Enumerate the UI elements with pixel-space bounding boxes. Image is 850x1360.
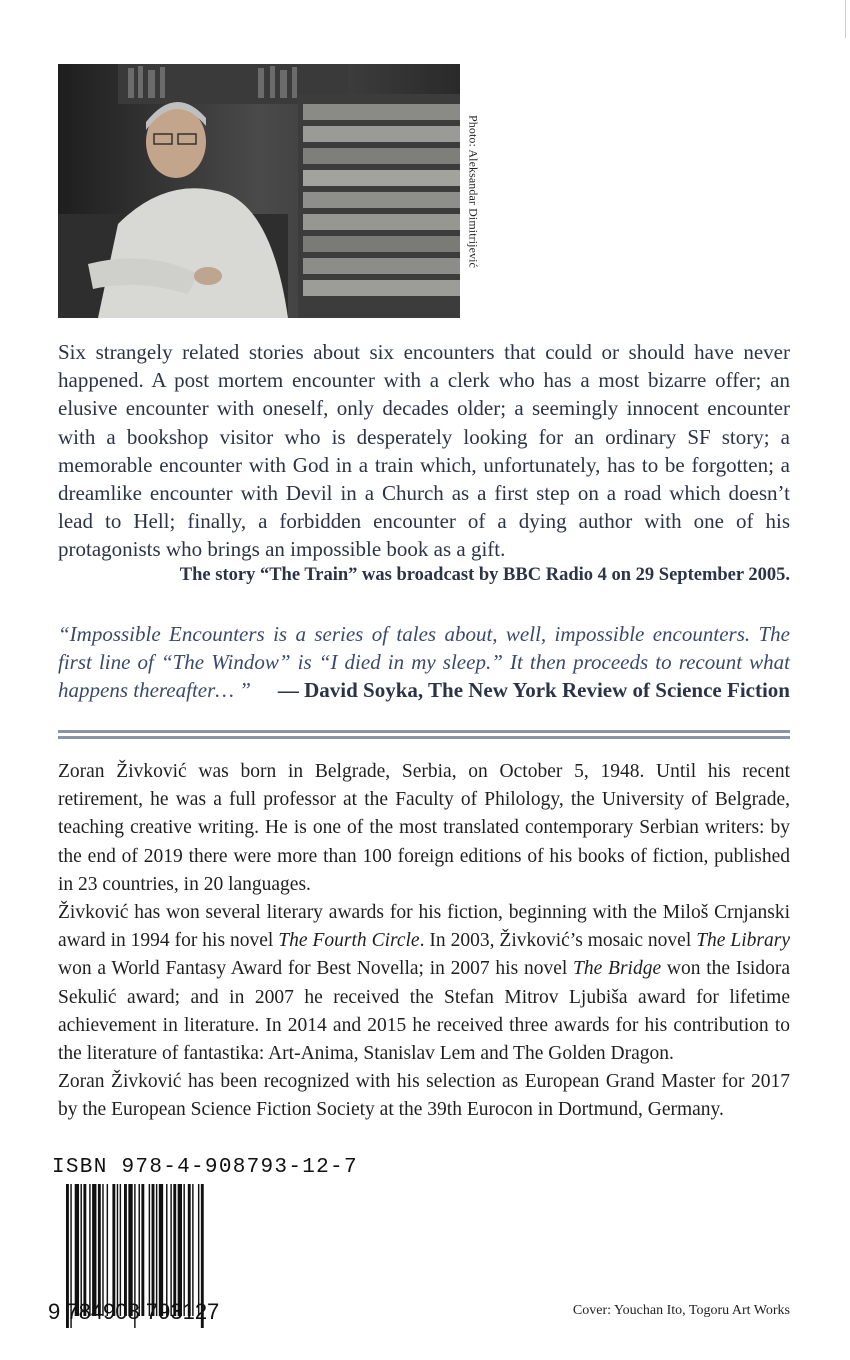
bio-text: Živković has won several literary awards for his fiction, beginning with the Miloš Crnjanski award in 1994 for his novel <box>58 902 790 952</box>
bio-paragraph-3: Zoran Živković has been recognized with his selection as European Grand Master for 2017 by the European Science Fiction Society at the 39th Eurocon in Dortmund, Germany. <box>58 1071 790 1121</box>
barcode-bar <box>92 1184 96 1316</box>
barcode-bar <box>98 1184 101 1316</box>
divider-bottom <box>58 736 790 739</box>
bio-paragraph-2 <box>58 899 790 1068</box>
cover-credit: Cover: Youchan Ito, Togoru Art Works <box>572 1303 790 1318</box>
author-photo <box>58 64 460 318</box>
barcode-bar <box>124 1184 127 1316</box>
barcode-bar <box>81 1184 82 1316</box>
photo-credit-text: Photo: Aleksandar Dimitrijević <box>466 114 481 268</box>
barcode-bar <box>198 1184 199 1316</box>
barcode-bar <box>102 1184 103 1316</box>
barcode-bar <box>152 1184 155 1316</box>
barcode-bar <box>156 1184 157 1316</box>
book-title: The Library <box>696 930 790 952</box>
author-bio <box>58 758 790 1125</box>
quote-attribution: — David Soyka, The New York Review of Science Fiction <box>277 678 790 703</box>
barcode-bar <box>83 1184 86 1316</box>
blurb-paragraph: Six strangely related stories about six encounters that could or should have never happened. A post mortem encounter with a clerk who has a most bizarre offer; an elusive encounter with oneself, only decades older; a seemingly innocent encounter with a bookshop visitor who is desperately looking for an ordinary SF story; a memorable encounter with God in a train which, unfortunately, has to be forgotten; a dreamlike encounter with Devil in a Church as a first step on a road which doesn’t lead to Hell; finally, a forbidden encounter of a dying author with one of his protagonists who brings an impossible book as a gift. <box>58 340 790 562</box>
barcode-bar <box>107 1184 108 1316</box>
barcode-bar <box>141 1184 144 1316</box>
barcode-bar <box>139 1184 140 1316</box>
barcode-bar <box>117 1184 118 1316</box>
bio-paragraph-1: Zoran Živković was born in Belgrade, Serbia, on October 5, 1948. Until his recent retirement, he was a full professor at the Faculty of Philology, the University of Belgrade, teaching creative writing. He is one of the most translated contemporary Serbian writers: by the end of 2019 there were more than 100 foreign editions of his books of fiction, published in 23 countries, in 20 languages. <box>58 761 790 895</box>
barcode-bar <box>128 1184 132 1316</box>
photo-credit <box>466 64 480 318</box>
barcode-bar <box>178 1184 182 1316</box>
isbn-label: ISBN 978-4-908793-12-7 <box>52 1156 358 1179</box>
barcode-bar <box>112 1184 115 1316</box>
edge-line <box>845 0 846 38</box>
barcode-bar <box>188 1184 191 1316</box>
barcode-bar <box>173 1184 176 1316</box>
barcode-bar <box>166 1184 167 1316</box>
book-title: The Fourth Circle <box>278 930 420 952</box>
barcode-bar <box>192 1184 193 1316</box>
barcode-bar <box>89 1184 90 1316</box>
bio-text: won the Isidora Sekulić award; and in 2007 he received the Stefan Mitrov Ljubiša award for lifetime achievement in literature. In 2014 and 2015 he received three awards for his contribution to the literature of fantastika: Art-Anima, Stanislav Lem and The Golden Dragon. <box>58 958 790 1065</box>
review-quote <box>58 620 790 705</box>
barcode-bar <box>149 1184 150 1316</box>
barcode-bar <box>159 1184 163 1316</box>
barcode-digits: 9 784908 793127 <box>48 1299 220 1324</box>
divider-top <box>58 730 790 733</box>
bio-text: . In 2003, Živković’s mosaic novel <box>419 930 697 952</box>
bio-text: won a World Fantasy Award for Best Novella; in 2007 his novel <box>58 958 574 980</box>
quote-text: “Impossible Encounters is a series of tales about, well, impossible encounters. The first line of “The Window” is “I died in my sleep.” It then proceeds to recount what happens thereafter… ” <box>58 622 790 703</box>
barcode-bar <box>120 1184 121 1316</box>
barcode-bar <box>170 1184 171 1316</box>
barcode-bar <box>183 1184 184 1316</box>
broadcast-note: The story “The Train” was broadcast by BBC Radio 4 on 29 September 2005. <box>179 565 790 585</box>
barcode-bar <box>75 1184 79 1316</box>
book-title: The Bridge <box>573 958 662 980</box>
